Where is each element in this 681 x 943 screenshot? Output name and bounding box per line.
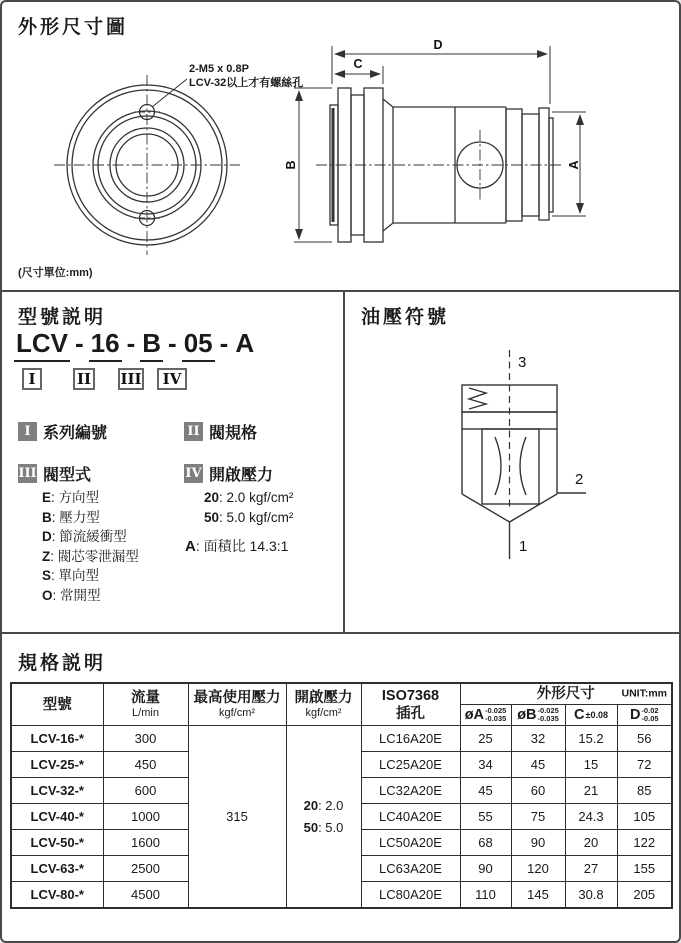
opening-pressure-list — [204, 488, 293, 527]
spec-table — [10, 682, 673, 909]
cell-model: LCV-40-* — [11, 804, 103, 830]
port-label-1: 1 — [519, 538, 528, 555]
cell-iso: LC32A20E — [361, 778, 460, 804]
model-code-section — [2, 292, 345, 634]
cell-flow: 300 — [103, 726, 188, 752]
cell-model: LCV-16-* — [11, 726, 103, 752]
legend-spec — [184, 420, 257, 443]
numeral-icon-4: IV — [185, 466, 202, 481]
model-code — [14, 328, 256, 362]
cell-dim-c: 27 — [565, 856, 617, 882]
specification-section — [2, 634, 681, 943]
model-section-title: 型號説明 — [18, 307, 107, 328]
header-model: 型號 — [11, 683, 103, 726]
cell-dim-b: 145 — [511, 882, 565, 908]
header-max-pressure: 最高使用壓力 kgf/cm² — [188, 683, 286, 726]
cell-dim-d: 122 — [617, 830, 672, 856]
cell-model: LCV-32-* — [11, 778, 103, 804]
thread-annotation-line1: 2-M5 x 0.8P — [189, 63, 249, 75]
code-size: 16 — [89, 328, 122, 362]
header-flow: 流量 L/min — [103, 683, 188, 726]
unit-note: (尺寸單位:mm) — [18, 267, 93, 279]
roman-box-1: I — [22, 368, 42, 390]
cell-dim-d: 56 — [617, 726, 672, 752]
roman-box-3: III — [118, 368, 144, 390]
numeral-icon-3: III — [18, 466, 37, 481]
code-separator: - — [168, 328, 177, 358]
type-option: S: 單向型 — [42, 568, 100, 583]
cell-dim-c: 21 — [565, 778, 617, 804]
cell-dim-b: 32 — [511, 726, 565, 752]
cell-dim-b: 60 — [511, 778, 565, 804]
outline-dimension-section — [2, 2, 681, 292]
code-type: B — [140, 328, 163, 362]
cell-flow: 1000 — [103, 804, 188, 830]
cell-dim-a: 110 — [460, 882, 511, 908]
hydraulic-symbol-section — [345, 292, 681, 634]
cell-iso: LC25A20E — [361, 752, 460, 778]
cell-iso: LC16A20E — [361, 726, 460, 752]
type-option: B: 壓力型 — [42, 509, 100, 525]
header-dim-c: C±0.08 — [565, 705, 617, 726]
thread-annotation-line2: LCV-32以上才有螺絲孔 — [189, 77, 304, 89]
cell-dim-a: 90 — [460, 856, 511, 882]
cell-dim-a: 55 — [460, 804, 511, 830]
roman-box-4: IV — [157, 368, 187, 390]
pressure-option: 20: 2.0 kgf/cm² — [204, 490, 294, 505]
valve-symbol — [462, 385, 586, 559]
cell-flow: 450 — [103, 752, 188, 778]
type-option: O: 常開型 — [42, 587, 101, 603]
cell-dim-b: 45 — [511, 752, 565, 778]
code-separator: - — [219, 328, 229, 358]
cell-flow: 1600 — [103, 830, 188, 856]
code-series: LCV — [14, 328, 70, 362]
cell-iso: LC80A20E — [361, 882, 460, 908]
type-option: Z: 閥芯零泄漏型 — [42, 548, 139, 564]
outline-section-title: 外形尺寸圖 — [18, 17, 129, 38]
roman-box-2: II — [73, 368, 95, 390]
header-opening-pressure: 開啟壓力 kgf/cm² — [286, 683, 361, 726]
type-option: E: 方向型 — [42, 490, 100, 505]
cell-dim-c: 15.2 — [565, 726, 617, 752]
legend-spec-label: 閥規格 — [209, 425, 258, 442]
outline-drawing — [2, 2, 681, 292]
code-ratio: A — [235, 328, 255, 358]
cell-dim-d: 72 — [617, 752, 672, 778]
cell-dim-d: 205 — [617, 882, 672, 908]
venturi-curve-left — [495, 437, 501, 495]
numeral-icon-1: I — [18, 422, 37, 441]
spring-icon — [469, 388, 486, 409]
header-dims-group: 外形尺寸 UNIT:mm — [460, 683, 672, 705]
cell-dim-a: 45 — [460, 778, 511, 804]
cell-flow: 600 — [103, 778, 188, 804]
header-dim-b: øB -0.025 -0.035 — [511, 705, 565, 726]
cell-dim-d: 155 — [617, 856, 672, 882]
header-dim-a: øA -0.025 -0.035 — [460, 705, 511, 726]
legend-opening — [184, 462, 273, 485]
code-pressure: 05 — [182, 328, 215, 362]
cell-dim-a: 34 — [460, 752, 511, 778]
dim-label-c: C — [353, 57, 363, 71]
header-row-1 — [11, 683, 672, 705]
cell-model: LCV-80-* — [11, 882, 103, 908]
hydraulic-symbol-drawing — [345, 312, 681, 612]
side-view-centerlines — [316, 130, 564, 200]
cell-dim-c: 20 — [565, 830, 617, 856]
cell-dim-c: 30.8 — [565, 882, 617, 908]
dim-label-d: D — [433, 38, 443, 52]
cell-dim-b: 90 — [511, 830, 565, 856]
front-view-centerlines — [54, 75, 240, 255]
cell-dim-d: 105 — [617, 804, 672, 830]
cell-model: LCV-63-* — [11, 856, 103, 882]
cell-model: LCV-25-* — [11, 752, 103, 778]
cell-iso: LC40A20E — [361, 804, 460, 830]
cell-dim-b: 120 — [511, 856, 565, 882]
code-separator: - — [126, 328, 136, 358]
header-iso-cavity: ISO7368 插孔 — [361, 683, 460, 726]
legend-series — [18, 420, 107, 443]
area-ratio-note: A: 面積比 14.3:1 — [185, 538, 289, 555]
cell-dim-c: 15 — [565, 752, 617, 778]
cell-iso: LC50A20E — [361, 830, 460, 856]
legend-type — [18, 462, 91, 485]
cell-dim-a: 68 — [460, 830, 511, 856]
symbol-section-title: 油壓符號 — [361, 307, 450, 328]
port-label-3: 3 — [518, 354, 527, 371]
cell-dim-a: 25 — [460, 726, 511, 752]
dim-label-a: A — [567, 160, 581, 170]
cell-iso: LC63A20E — [361, 856, 460, 882]
legend-series-label: 系列編號 — [43, 425, 108, 442]
cell-opening-pressure: 20: 2.0 50: 5.0 — [286, 726, 361, 908]
cell-model: LCV-50-* — [11, 830, 103, 856]
legend-type-label: 閥型式 — [43, 467, 92, 484]
type-option: D: 節流緩衝型 — [42, 529, 127, 544]
cell-flow: 2500 — [103, 856, 188, 882]
venturi-curve-right — [520, 437, 526, 495]
valve-type-list — [42, 488, 139, 605]
dim-label-b: B — [284, 160, 298, 170]
code-separator: - — [75, 328, 84, 358]
cell-max-pressure: 315 — [188, 726, 286, 908]
table-row — [11, 726, 672, 752]
spec-section-title: 規格説明 — [18, 653, 107, 674]
cell-dim-b: 75 — [511, 804, 565, 830]
cell-dim-d: 85 — [617, 778, 672, 804]
unit-label: UNIT:mm — [621, 687, 667, 700]
pressure-option: 50: 5.0 kgf/cm² — [204, 509, 294, 525]
cell-flow: 4500 — [103, 882, 188, 908]
cell-dim-c: 24.3 — [565, 804, 617, 830]
numeral-icon-2: II — [184, 422, 203, 441]
header-dim-d: D -0.02 -0.05 — [617, 705, 672, 726]
legend-opening-label: 開啟壓力 — [209, 467, 274, 484]
port-label-2: 2 — [575, 471, 584, 488]
